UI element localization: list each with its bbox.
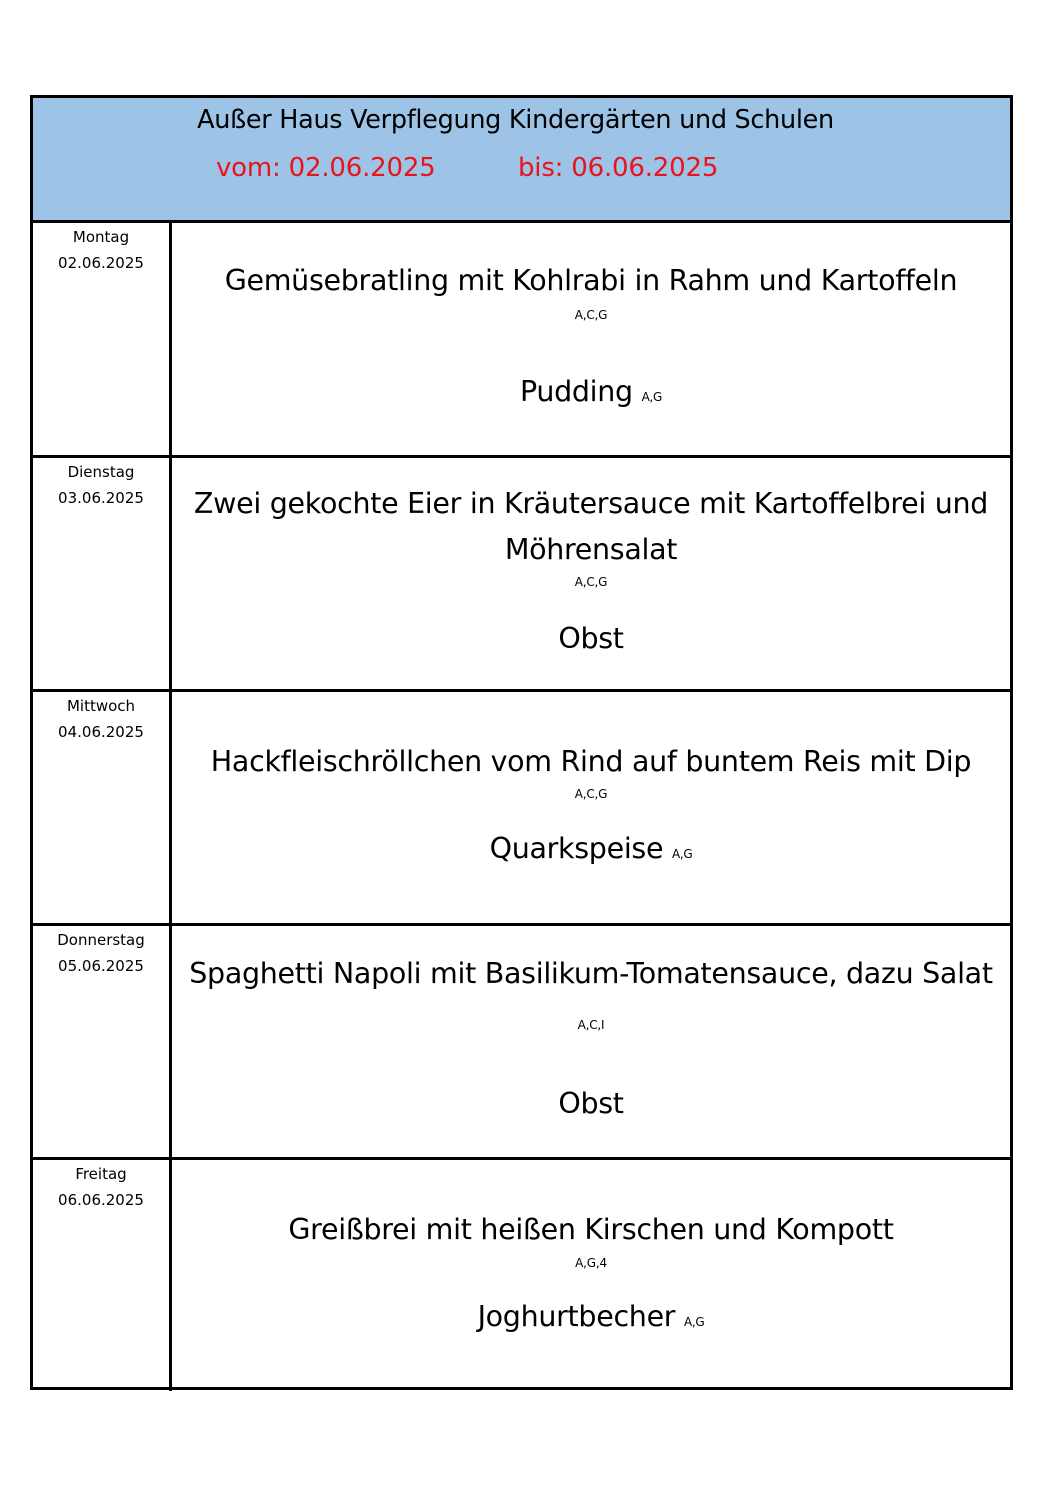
dessert-name: Quarkspeise — [489, 832, 664, 865]
date-to: bis: 06.06.2025 — [518, 153, 719, 183]
dessert-name: Obst — [558, 622, 624, 655]
dessert — [172, 1087, 1010, 1120]
main-dish: Zwei gekochte Eier in Kräutersauce mit Kartoffelbrei und Möhrensalat — [193, 487, 989, 566]
day-date: 03.06.2025 — [58, 489, 144, 507]
meal-cell — [172, 223, 1010, 455]
dessert-allergens: A,G — [684, 1315, 705, 1329]
meal-cell — [172, 458, 1010, 689]
main-dish: Gemüsebratling mit Kohlrabi in Rahm und Kartoffeln — [224, 264, 958, 297]
menu-title: Außer Haus Verpflegung Kindergärten und Schulen — [197, 105, 834, 135]
weekday: Freitag — [75, 1165, 127, 1183]
day-row-tuesday — [33, 455, 1010, 689]
day-cell — [33, 458, 172, 690]
dish-allergens: A,C,G — [574, 308, 608, 322]
date-from: vom: 02.06.2025 — [216, 153, 436, 183]
meal-cell — [172, 692, 1010, 923]
day-cell — [33, 223, 172, 456]
menu-table — [30, 95, 1013, 1390]
dessert — [172, 622, 1010, 655]
table-header — [33, 98, 1010, 223]
day-date: 02.06.2025 — [58, 254, 144, 272]
day-date: 04.06.2025 — [58, 723, 144, 741]
meal-cell — [172, 926, 1010, 1157]
day-date: 06.06.2025 — [58, 1191, 144, 1209]
dessert — [172, 1300, 1010, 1333]
main-dish: Spaghetti Napoli mit Basilikum-Tomatensauce, dazu Salat — [189, 957, 993, 990]
day-date: 05.06.2025 — [58, 957, 144, 975]
weekday: Donnerstag — [57, 931, 145, 949]
day-cell — [33, 926, 172, 1158]
weekday: Mittwoch — [66, 697, 136, 715]
dish-allergens: A,C,I — [577, 1018, 605, 1032]
dessert-allergens: A,G — [641, 390, 663, 404]
dessert — [172, 832, 1010, 865]
meal-cell — [172, 1160, 1010, 1390]
dessert-allergens: A,G — [671, 847, 693, 861]
dessert-name: Pudding — [519, 375, 633, 408]
dessert-name: Joghurtbecher — [477, 1300, 676, 1333]
dish-allergens: A,G,4 — [575, 1256, 607, 1270]
weekday: Montag — [72, 228, 130, 246]
day-cell — [33, 1160, 172, 1391]
day-row-wednesday — [33, 689, 1010, 923]
day-row-friday — [33, 1157, 1010, 1390]
dessert — [172, 375, 1010, 408]
weekday: Dienstag — [67, 463, 135, 481]
dish-allergens: A,C,G — [574, 575, 608, 589]
dessert-name: Obst — [558, 1087, 624, 1120]
main-dish: Greißbrei mit heißen Kirschen und Kompott — [288, 1213, 894, 1246]
day-cell — [33, 692, 172, 924]
day-row-monday — [33, 223, 1010, 455]
dish-allergens: A,C,G — [574, 787, 608, 801]
day-row-thursday — [33, 923, 1010, 1157]
main-dish: Hackfleischröllchen vom Rind auf buntem Reis mit Dip — [210, 745, 972, 778]
